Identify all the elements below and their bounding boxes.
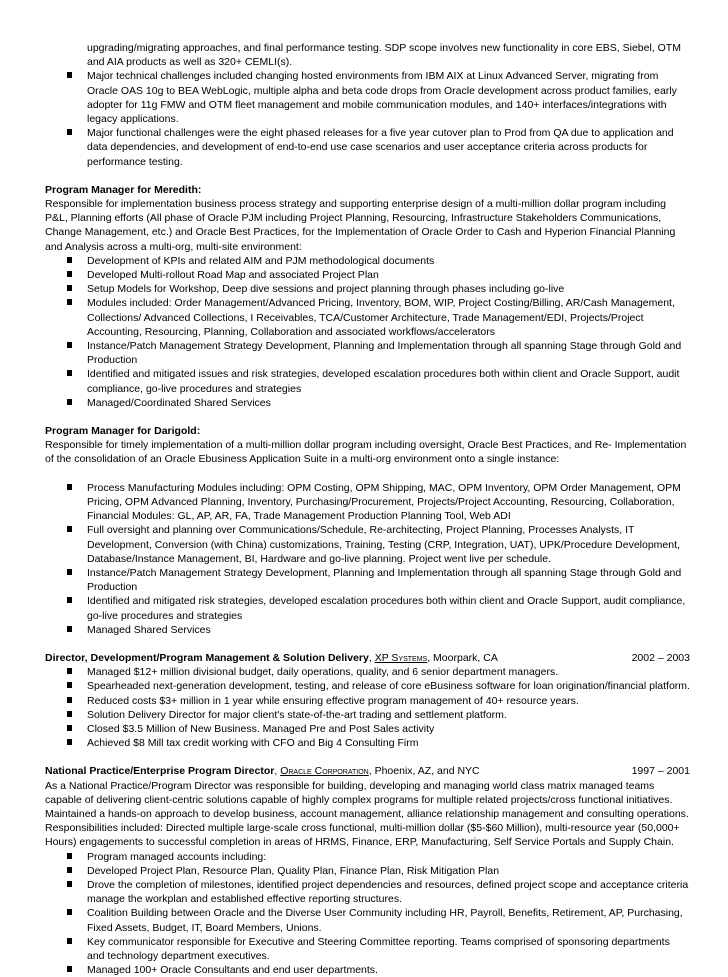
square-bullet-icon: [67, 725, 72, 731]
role-dates: 1997 – 2001: [631, 765, 690, 778]
resume-page: [45, 41, 690, 977]
oracle-section: [45, 764, 690, 977]
list-item: Reduced costs $3+ million in 1 year while ensuring effective program management of 40+ resource years.: [45, 694, 690, 708]
list-item: Key communicator responsible for Executive and Steering Committee reporting. Teams comprised of sponsoring departments and technology department executives.: [45, 935, 690, 963]
meredith-bullet-list: [45, 254, 690, 410]
list-item: Closed $3.5 Million of New Business. Managed Pre and Post Sales activity: [45, 722, 690, 736]
list-item: Developed Multi-rollout Road Map and associated Project Plan: [45, 268, 690, 282]
list-item: Managed $12+ million divisional budget, daily operations, quality, and 6 senior department managers.: [45, 665, 690, 679]
darigold-section: [45, 424, 690, 637]
list-item: Setup Models for Workshop, Deep dive sessions and project planning through phases including go-live: [45, 282, 690, 296]
role-dates: 2002 – 2003: [631, 651, 690, 664]
company-name: Oracle Corporation: [280, 765, 369, 778]
list-item: Managed Shared Services: [45, 623, 690, 637]
square-bullet-icon: [67, 569, 72, 575]
list-item: Managed/Coordinated Shared Services: [45, 396, 690, 410]
company-location: , Phoenix, AZ, and NYC: [368, 765, 480, 778]
continued-section: [45, 41, 690, 169]
square-bullet-icon: [67, 853, 72, 859]
square-bullet-icon: [67, 711, 72, 717]
list-item: Spearheaded next-generation development, testing, and release of core eBusiness software for loan origination/financial platform.: [45, 679, 690, 693]
company-location: , Moorpark, CA: [427, 651, 498, 664]
square-bullet-icon: [67, 867, 72, 873]
role-header: Director, Development/Program Management & Solution Delivery, XP Systems, Moorpark, CA 2002 – 2003: [45, 651, 690, 664]
section-description: Responsible for timely implementation of a multi-million dollar program including oversight, Oracle Best Practices, and Re- Implementation of the consolidation of an Oracle Ebusiness Application Suite in a multi-org environment onto a single instance:: [45, 439, 687, 466]
square-bullet-icon: [67, 257, 72, 263]
list-item: Instance/Patch Management Strategy Development, Planning and Implementation through all spanning Stage through Gold and Production: [45, 339, 690, 367]
xp-bullet-list: [45, 665, 690, 750]
square-bullet-icon: [67, 72, 72, 78]
continued-bullet-list: [45, 69, 690, 168]
list-item: Coalition Building between Oracle and the Diverse User Community including HR, Payroll, Benefits, Retirement, AP, Purchasing, Fixed Assets, Budget, IT, Board Members, Unions.: [45, 906, 690, 934]
list-item: Major technical challenges included changing hosted environments from IBM AIX at Linux Advanced Server, migrating from Oracle OAS 10g to BEA WebLogic, multiple alpha and beta code drops from Oracle development across product families, early adopter for 11g FMW and OTM fleet management and mobile communication modules, and 140+ interfaces/integrations with legacy applications.: [45, 69, 690, 126]
role-title: National Practice/Enterprise Program Director: [45, 765, 275, 778]
square-bullet-icon: [67, 526, 72, 532]
list-item: Instance/Patch Management Strategy Development, Planning and Implementation through all spanning Stage through Gold and Production: [45, 566, 690, 594]
xp-systems-section: [45, 651, 690, 750]
list-item: Identified and mitigated risk strategies, developed escalation procedures both within client and Oracle Support, audit compliance, go-live procedures and strategies: [45, 594, 690, 622]
list-item: Developed Project Plan, Resource Plan, Quality Plan, Finance Plan, Risk Mitigation Plan: [45, 864, 690, 878]
square-bullet-icon: [67, 285, 72, 291]
section-description: As a National Practice/Program Director was responsible for building, developing and managing world class matrix managed teams capable of delivering client-centric solutions capable of highly complex programs for multiple related projects/cross functional initiatives. Maintained a hands-on approach to develop business, account management, alliance relationship management and consulting operations. Responsibilities included: Directed multiple large-scale cross functional, multi-million dollar ($5-$60 Million), multi-resource year (50,000+ Hours) engagements to successful completion in areas of HRMS, Finance, ERP, Manufacturing, Self Service Portals and Supply Chain.: [45, 779, 689, 849]
square-bullet-icon: [67, 682, 72, 688]
list-item: Program managed accounts including:: [45, 850, 690, 864]
oracle-bullet-list: [45, 850, 690, 977]
list-item: Drove the completion of milestones, identified project dependencies and resources, defined project scope and acceptance criteria manage the workplan and established effective reporting structures.: [45, 878, 690, 906]
square-bullet-icon: [67, 370, 72, 376]
section-heading: Program Manager for Meredith:: [45, 183, 202, 196]
list-item: Managed 100+ Oracle Consultants and end user departments.: [45, 963, 690, 977]
continued-paragraph: upgrading/migrating approaches, and final performance testing. SDP scope involves new functionality in core EBS, Siebel, OTM and AIA products as well as 320+ CEMLI(s).: [87, 42, 681, 69]
square-bullet-icon: [67, 299, 72, 305]
square-bullet-icon: [67, 484, 72, 490]
role-title: Director, Development/Program Management & Solution Delivery: [45, 651, 369, 664]
square-bullet-icon: [67, 881, 72, 887]
section-heading: Program Manager for Darigold:: [45, 425, 201, 438]
section-description: Responsible for implementation business process strategy and supporting enterprise design of a multi-million dollar program including P&L, Planning efforts (All phase of Oracle PJM including Project Planning, Resourcing, Infrastructure Stakeholders Communications, Change Management, etc.) and Oracle Best Practices, for the Implementation of Oracle Order to Cash and Hyperion Financial Planning and Analysis across a multi-org, multi-site environment:: [45, 198, 676, 253]
square-bullet-icon: [67, 909, 72, 915]
square-bullet-icon: [67, 597, 72, 603]
list-item: Full oversight and planning over Communications/Schedule, Re-architecting, Project Planning, Processes Analysts, IT Development, Conversion (with China) customizations, Training, Testing (CRP, Integration, UAT), UPK/Procedure Development, Database/Instance Management, BI, Hardware and go-live planning. Project went live per schedule.: [45, 523, 690, 566]
square-bullet-icon: [67, 626, 72, 632]
square-bullet-icon: [67, 342, 72, 348]
square-bullet-icon: [67, 966, 72, 972]
square-bullet-icon: [67, 271, 72, 277]
list-item: Solution Delivery Director for major client's state-of-the-art trading and settlement platform.: [45, 708, 690, 722]
company-name: XP Systems: [374, 651, 428, 664]
square-bullet-icon: [67, 697, 72, 703]
list-item: Major functional challenges were the eight phased releases for a five year cutover plan to Prod from QA due to application and data dependencies, and development of end-to-end use case scenarios and user acceptance criteria across products for performance testing.: [45, 126, 690, 169]
list-item: Process Manufacturing Modules including: OPM Costing, OPM Shipping, MAC, OPM Inventory, OPM Order Management, OPM Pricing, OPM Advanced Planning, Inventory, Purchasing/Procurement, Projects/Project Accounting, Resourcing, Collaboration, Financial Modules: GL, AP, AR, FA, Trade Management Production Planning Tool, Web ADI: [45, 481, 690, 524]
square-bullet-icon: [67, 739, 72, 745]
role-header: National Practice/Enterprise Program Director, Oracle Corporation, Phoenix, AZ, and NYC 1997 – 2001: [45, 765, 690, 778]
list-item: Modules included: Order Management/Advanced Pricing, Inventory, BOM, WIP, Project Costing/Billing, AR/Cash Management, Collections/ Advanced Collections, I Receivables, TCA/Customer Architecture, Trade Management/EDI, Projects/Project Accounting, Resourcing, Planning, Collaboration and associated workflows/accelerators: [45, 296, 690, 339]
list-item: Achieved $8 Mill tax credit working with CFO and Big 4 Consulting Firm: [45, 736, 690, 750]
square-bullet-icon: [67, 668, 72, 674]
square-bullet-icon: [67, 129, 72, 135]
square-bullet-icon: [67, 399, 72, 405]
meredith-section: [45, 183, 690, 410]
darigold-bullet-list: [45, 481, 690, 637]
list-item: Identified and mitigated issues and risk strategies, developed escalation procedures both within client and Oracle Support, audit compliance, go-live procedures and strategies: [45, 367, 690, 395]
list-item: Development of KPIs and related AIM and PJM methodological documents: [45, 254, 690, 268]
